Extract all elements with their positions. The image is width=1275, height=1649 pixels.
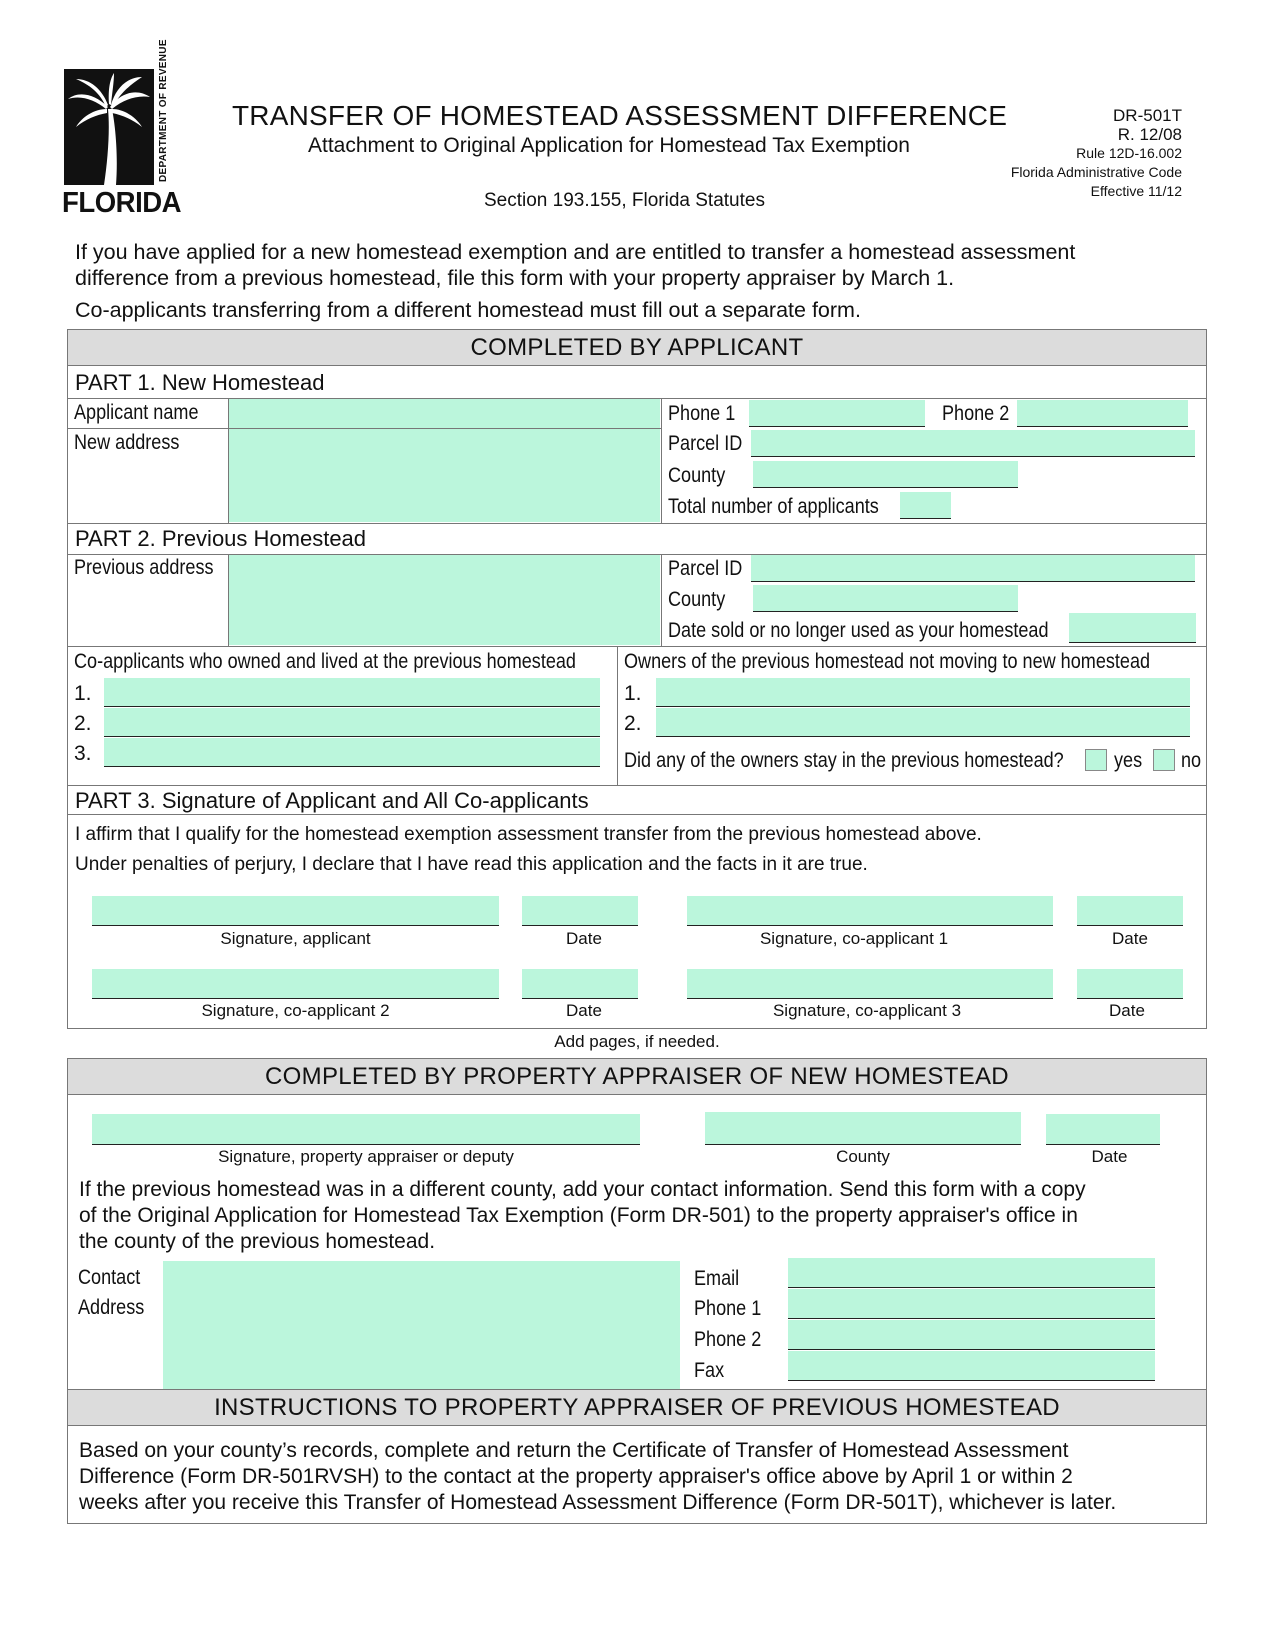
phone1-label: Phone 1 <box>668 402 736 425</box>
previous-address-label: Previous address <box>74 556 214 579</box>
stay-yes-checkbox[interactable] <box>1085 749 1107 771</box>
logo-state-text: FLORIDA <box>62 187 182 219</box>
instructions-line-2: Difference (Form DR-501RVSH) to the contact at the property appraiser's office above by April 1 or within 2 <box>79 1465 1073 1488</box>
contact-phone1-label: Phone 1 <box>694 1297 762 1320</box>
form-number-block <box>980 106 1182 201</box>
appraiser-county-input[interactable] <box>705 1112 1021 1145</box>
coapp-number-3: 3. <box>74 742 92 765</box>
contact-phone2-input[interactable] <box>788 1320 1155 1350</box>
fax-input[interactable] <box>788 1351 1155 1381</box>
appraiser-note-3: the county of the previous homestead. <box>79 1230 436 1253</box>
coapplicant1-date-caption: Date <box>1112 929 1148 948</box>
new-county-label: County <box>668 464 726 487</box>
phone2-input[interactable] <box>1017 400 1188 427</box>
total-applicants-label: Total number of applicants <box>668 495 879 518</box>
sig-coapplicant3-caption: Signature, co-applicant 3 <box>772 1001 962 1020</box>
prev-parcel-id-label: Parcel ID <box>668 557 743 580</box>
fax-label: Fax <box>694 1359 725 1382</box>
divider <box>661 398 662 523</box>
appraiser-signature-caption: Signature, property appraiser or deputy <box>218 1147 514 1166</box>
coapp-number-1: 1. <box>74 682 92 705</box>
appraiser-note-1: If the previous homestead was in a different county, add your contact information. Send this form with a copy <box>79 1178 1086 1201</box>
owner-number-1: 1. <box>624 682 642 705</box>
appraiser-date-input[interactable] <box>1046 1114 1160 1145</box>
appraiser-county-caption: County <box>836 1147 890 1166</box>
coapplicant1-signature-input[interactable] <box>687 896 1053 926</box>
previous-address-input[interactable] <box>229 555 660 645</box>
stay-question: Did any of the owners stay in the previous homestead? <box>624 749 1064 772</box>
stay-yes-label: yes <box>1114 749 1143 772</box>
stay-no-checkbox[interactable] <box>1153 749 1175 771</box>
contact-phone1-input[interactable] <box>788 1289 1155 1319</box>
intro-line-3: Co-applicants transferring from a different homestead must fill out a separate form. <box>75 298 861 322</box>
form-revision: R. 12/08 <box>1117 125 1182 144</box>
part2-title: PART 2. Previous Homestead <box>75 526 367 551</box>
logo-dept-text: DEPARTMENT OF REVENUE <box>158 39 169 182</box>
instructions-line-1: Based on your county’s records, complete and return the Certificate of Transfer of Homestead Assessment <box>79 1439 1069 1462</box>
phone2-label: Phone 2 <box>942 402 1010 425</box>
sig-coapplicant1-caption: Signature, co-applicant 1 <box>759 929 949 948</box>
appraiser-date-caption: Date <box>1091 1147 1128 1166</box>
owner-number-2: 2. <box>624 712 642 735</box>
coapplicant-3-input[interactable] <box>104 738 600 767</box>
new-county-input[interactable] <box>753 461 1018 488</box>
contact-label: Contact <box>78 1266 141 1289</box>
form-admin-code: Florida Administrative Code <box>1010 164 1182 180</box>
contact-address-input[interactable] <box>163 1261 680 1389</box>
florida-dor-logo <box>62 39 182 221</box>
divider <box>67 646 1207 647</box>
applicant-band: COMPLETED BY APPLICANT <box>67 329 1207 366</box>
coapplicant2-signature-input[interactable] <box>92 969 499 999</box>
applicant-name-label: Applicant name <box>74 401 199 424</box>
coapplicant1-date-input[interactable] <box>1077 896 1183 926</box>
coapplicant3-signature-input[interactable] <box>687 969 1053 999</box>
applicant-name-input[interactable] <box>229 399 660 428</box>
affirm-line-2: Under penalties of perjury, I declare that I have read this application and the facts in it are true. <box>75 854 868 875</box>
applicant-date-caption: Date <box>566 929 602 948</box>
coapplicant2-date-caption: Date <box>566 1001 602 1020</box>
form-rule: Rule 12D-16.002 <box>1076 145 1182 161</box>
coapplicants-header: Co-applicants who owned and lived at the previous homestead <box>74 650 576 673</box>
part1-title: PART 1. New Homestead <box>75 370 325 395</box>
intro-line-2: difference from a previous homestead, file this form with your property appraiser by March 1. <box>75 266 955 290</box>
intro-line-1: If you have applied for a new homestead exemption and are entitled to transfer a homestead assessment <box>75 240 1076 264</box>
part3-title: PART 3. Signature of Applicant and All Co-applicants <box>75 788 589 813</box>
divider <box>67 523 1207 524</box>
contact-phone2-label: Phone 2 <box>694 1328 762 1351</box>
coapplicant2-date-input[interactable] <box>522 969 638 999</box>
palm-tree-icon <box>64 69 154 185</box>
total-applicants-input[interactable] <box>900 492 951 519</box>
owners-header: Owners of the previous homestead not moving to new homestead <box>624 650 1151 673</box>
new-parcel-id-label: Parcel ID <box>668 432 743 455</box>
applicant-signature-input[interactable] <box>92 896 499 926</box>
coapplicant-1-input[interactable] <box>104 678 600 707</box>
owner-1-input[interactable] <box>656 678 1190 707</box>
email-input[interactable] <box>788 1258 1155 1288</box>
form-number: DR-501T <box>1113 106 1182 125</box>
date-sold-input[interactable] <box>1069 613 1196 643</box>
instructions-line-3: weeks after you receive this Transfer of Homestead Assessment Difference (Form DR-501T), whichever is later. <box>79 1491 1117 1514</box>
appraiser-note-2: of the Original Application for Homestead Tax Exemption (Form DR-501) to the property appraiser's office in <box>79 1204 1078 1227</box>
form-title: TRANSFER OF HOMESTEAD ASSESSMENT DIFFERENCE <box>232 100 1008 131</box>
coapplicant3-date-input[interactable] <box>1077 969 1183 999</box>
coapplicant-2-input[interactable] <box>104 708 600 737</box>
new-address-label: New address <box>74 431 180 454</box>
contact-address-label: Address <box>78 1296 145 1319</box>
divider <box>67 785 1207 786</box>
email-label: Email <box>694 1267 740 1290</box>
form-effective: Effective 11/12 <box>1090 183 1182 199</box>
form-subtitle: Attachment to Original Application for Homestead Tax Exemption <box>308 134 910 157</box>
sig-applicant-caption: Signature, applicant <box>220 929 371 948</box>
divider <box>661 554 662 646</box>
appraiser-signature-input[interactable] <box>92 1114 640 1145</box>
new-address-input[interactable] <box>229 429 660 522</box>
owner-2-input[interactable] <box>656 708 1190 737</box>
divider <box>67 814 1207 815</box>
prev-county-label: County <box>668 588 726 611</box>
coapp-number-2: 2. <box>74 712 92 735</box>
coapplicant3-date-caption: Date <box>1109 1001 1145 1020</box>
appraiser-band: COMPLETED BY PROPERTY APPRAISER OF NEW HOMESTEAD <box>67 1058 1207 1095</box>
stay-no-label: no <box>1181 749 1202 772</box>
date-sold-label: Date sold or no longer used as your homestead <box>668 619 1049 642</box>
prev-county-input[interactable] <box>753 585 1018 612</box>
sig-coapplicant2-caption: Signature, co-applicant 2 <box>201 1001 390 1020</box>
instructions-band: INSTRUCTIONS TO PROPERTY APPRAISER OF PREVIOUS HOMESTEAD <box>67 1389 1207 1426</box>
applicant-date-input[interactable] <box>522 896 638 926</box>
add-pages-note: Add pages, if needed. <box>554 1032 720 1051</box>
phone1-input[interactable] <box>749 400 925 427</box>
new-parcel-id-input[interactable] <box>751 430 1195 457</box>
prev-parcel-id-input[interactable] <box>751 555 1195 582</box>
statute-reference: Section 193.155, Florida Statutes <box>484 190 765 211</box>
affirm-line-1: I affirm that I qualify for the homestead exemption assessment transfer from the previous homestead above. <box>75 824 982 845</box>
